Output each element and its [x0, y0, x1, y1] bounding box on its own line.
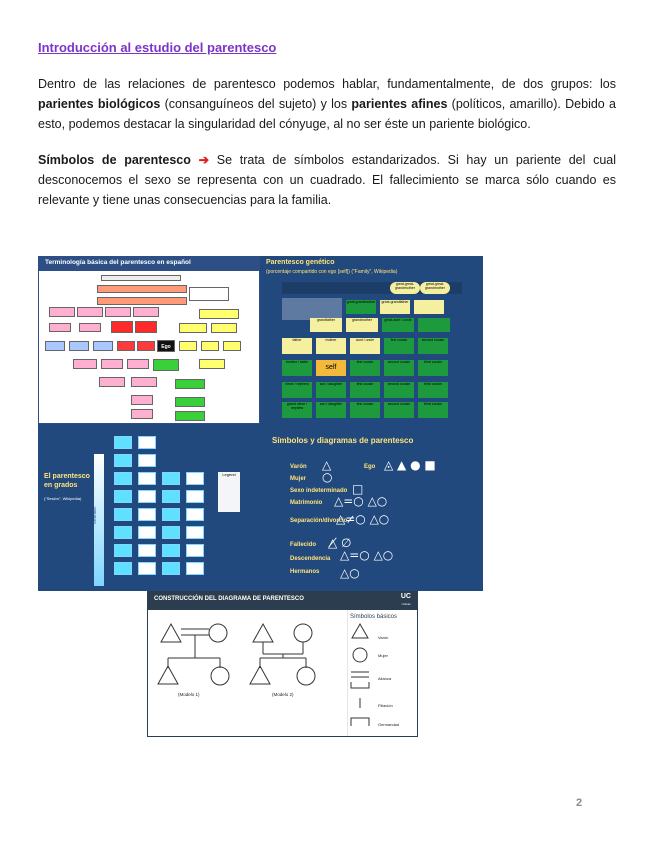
- legend-label: Alianza: [378, 676, 392, 681]
- degree-cell: [162, 472, 180, 485]
- chart-box: [127, 359, 149, 369]
- grid-cell: second cousin: [384, 382, 414, 398]
- female-icon: [211, 667, 229, 685]
- legend-box: [218, 472, 240, 512]
- legend-symbols: [348, 622, 378, 732]
- female-icon: [353, 648, 367, 662]
- degree-cell: [138, 508, 156, 521]
- panel-title: Símbolos y diagramas de parentesco: [272, 436, 414, 445]
- grid-cell: [418, 318, 450, 332]
- grid-cell: mother: [316, 338, 346, 354]
- paragraph-text: Se trata de símbolos estandarizados. Si hay un pariente del cual desconocemos el sexo se representa con un cuadrado. El fallecimiento se marca sólo cuando es relevante y tiene unas consecuencias para la familia.: [38, 153, 616, 207]
- chart-box: [99, 377, 125, 387]
- grid-cell: great grandmother: [346, 300, 376, 314]
- arrow-icon: ➔: [198, 153, 210, 167]
- male-icon: [158, 666, 178, 684]
- male-icon: [253, 624, 273, 642]
- symbol-label: Hermanos: [290, 569, 320, 575]
- degree-cell: [138, 490, 156, 503]
- paragraph-text: (consanguíneos del sujeto) y los: [160, 97, 352, 111]
- marriage-icon: △=○ △○: [334, 494, 388, 508]
- chart-box: [131, 409, 153, 419]
- legend-title: Legend: [222, 472, 236, 477]
- degree-cell: [138, 472, 156, 485]
- chart-box: [137, 341, 155, 351]
- panel-source: ("Sesión", Wikipedia): [44, 496, 82, 501]
- chart-box: [111, 321, 133, 333]
- ego-label: Ego: [364, 464, 376, 470]
- chart-box: [49, 323, 71, 332]
- term-affines: parientes afines: [351, 97, 448, 111]
- chart-box: [179, 341, 197, 351]
- grid-cell: great-great-grandmother: [390, 282, 420, 294]
- grid-cell: great-aunt / uncle: [382, 318, 414, 332]
- chart-box: [49, 307, 75, 317]
- chart-box: [77, 307, 103, 317]
- unknown-sex-icon: □: [352, 482, 364, 496]
- male-icon: [352, 624, 368, 638]
- chart-box: [133, 307, 159, 317]
- panel-header: [39, 257, 259, 271]
- degree-cell: [186, 490, 204, 503]
- grid-cell: third cousin: [418, 382, 448, 398]
- legend-label: Germandad: [378, 722, 400, 727]
- degree-cell: [138, 526, 156, 539]
- chart-box: [223, 341, 241, 351]
- male-icon: [161, 624, 181, 642]
- page-number: 2: [576, 797, 583, 809]
- grid-cell: son / daughter: [316, 402, 346, 418]
- chart-box: [105, 307, 131, 317]
- symbol-label: Fallecido: [290, 542, 317, 548]
- degree-cell: [162, 562, 180, 575]
- grid-cell: third cousin: [418, 402, 448, 418]
- degree-cell: [114, 472, 132, 485]
- legend-label: Varón: [378, 635, 389, 640]
- figure-diagram-construction: [147, 591, 418, 737]
- panel-title: Terminología básica del parentesco en español: [45, 259, 191, 266]
- alliance-icon: [351, 682, 369, 688]
- degree-cell: [114, 544, 132, 557]
- female-icon: [209, 624, 227, 642]
- deceased-icon: △̸ ∅: [328, 536, 352, 550]
- chart-box: [199, 309, 239, 319]
- chart-box: [135, 321, 157, 333]
- degree-cell: [138, 562, 156, 575]
- self-cell: self: [316, 360, 346, 376]
- symbol-label: Descendencia: [290, 556, 331, 562]
- degree-cell: [186, 526, 204, 539]
- grid-cell: great-great-grandmother: [420, 282, 450, 294]
- grid-cell: aunt / uncle: [350, 338, 380, 354]
- symbol-label: Separación/divorcio: [290, 518, 348, 524]
- siblinghood-icon: [351, 718, 369, 726]
- degree-cell: [114, 526, 132, 539]
- axis-label: Generation: [93, 506, 97, 524]
- grid-cell: great-grandfather: [380, 300, 410, 314]
- descent-icon: △=○ △○: [340, 548, 394, 562]
- grid-cell: niece / nephew: [282, 382, 312, 398]
- chart-box: [97, 285, 187, 293]
- model-1-label: (Modelo 1): [178, 692, 200, 697]
- chart-box: [175, 397, 205, 407]
- degree-cell: [114, 490, 132, 503]
- male-icon: [250, 666, 270, 684]
- grid-cell: first cousin: [384, 338, 414, 354]
- ego-symbols-icon: ◬ ▲ ● ■: [384, 458, 436, 472]
- chart-box: [199, 359, 225, 369]
- chart-box: [101, 359, 123, 369]
- chart-box: [73, 359, 97, 369]
- degree-cell: [186, 508, 204, 521]
- figure-symbols: [260, 424, 483, 591]
- chart-box: [93, 341, 113, 351]
- term-biological: parientes biológicos: [38, 97, 161, 111]
- chart-box: [45, 341, 65, 351]
- chart-box: [117, 341, 135, 351]
- degree-cell: [138, 454, 156, 467]
- symbol-label: Matrimonio: [290, 500, 323, 506]
- kinship-diagrams: [148, 610, 348, 736]
- panel-title: El parentesco en grados: [44, 473, 90, 489]
- chart-box: [79, 323, 101, 332]
- chart-box: [131, 395, 153, 405]
- uc-logo-sub: Unican: [401, 602, 411, 606]
- legend-label: Mujer: [378, 653, 389, 658]
- grid-cell: brother / sister: [282, 360, 312, 376]
- chart-box: [189, 287, 229, 301]
- degree-cell: [114, 508, 132, 521]
- female-icon: [297, 667, 315, 685]
- degree-cell: [138, 544, 156, 557]
- grid-cell: first cousin: [350, 360, 380, 376]
- figure-kinship-degrees: [38, 424, 260, 591]
- chart-box: [175, 379, 205, 389]
- uc-logo: UC: [400, 593, 411, 600]
- grid-cell: second cousin: [384, 402, 414, 418]
- divorce-icon: △≠○ △○: [336, 512, 390, 526]
- degree-cell: [162, 490, 180, 503]
- figure-genetic-kinship: [260, 256, 483, 424]
- female-icon: [294, 624, 312, 642]
- panel-title: CONSTRUCCIÓN DEL DIAGRAMA DE PARENTESCO: [154, 596, 304, 602]
- degree-cell: [138, 436, 156, 449]
- panel-subtitle: (porcentaje compartido con ego [self]) ("Family", Wikipedia): [266, 269, 398, 275]
- chart-box: [211, 323, 237, 333]
- section-title: Introducción al estudio del parentesco: [38, 40, 277, 55]
- symbols-label: Símbolos de parentesco: [38, 153, 191, 167]
- degree-cell: [186, 472, 204, 485]
- paragraph-symbols: [38, 150, 616, 210]
- chart-box: [131, 377, 157, 387]
- chart-box: [69, 341, 89, 351]
- female-icon: ○: [322, 470, 333, 484]
- paragraph-groups: [38, 74, 616, 134]
- male-icon: △: [322, 458, 332, 472]
- degree-cell: [114, 454, 132, 467]
- grid-cell: son / daughter: [316, 382, 346, 398]
- grid-cell: grandfather: [310, 318, 342, 332]
- grid-cell: third cousin: [418, 360, 448, 376]
- legend-title: Símbolos básicos: [350, 614, 398, 620]
- symbol-label: Mujer: [290, 476, 307, 482]
- legend-label: Filiación: [378, 703, 393, 708]
- grid-cell: [414, 300, 444, 314]
- chart-box: [153, 359, 179, 371]
- paragraph-text: Dentro de las relaciones de parentesco podemos hablar, fundamentalmente, de dos grupos: los: [38, 77, 616, 91]
- grid-cell: grandmother: [346, 318, 378, 332]
- model-2-label: (Modelo 2): [272, 692, 294, 697]
- chart-box: [175, 411, 205, 421]
- panel-title: Parentesco genético: [266, 259, 335, 266]
- degree-cell: [162, 508, 180, 521]
- chart-box: [101, 275, 181, 281]
- degree-cell: [162, 526, 180, 539]
- ego-box: Ego: [157, 340, 175, 352]
- grid-cell: second cousin: [384, 360, 414, 376]
- chart-box: [97, 297, 187, 305]
- grid-cell: first cousin: [350, 402, 380, 418]
- symbol-label: Sexo indeterminado: [290, 488, 348, 494]
- degree-cell: [162, 544, 180, 557]
- symbol-label: Varón: [290, 464, 307, 470]
- grid-cell: grand niece / nephew: [282, 402, 312, 418]
- grid-cell: father: [282, 338, 312, 354]
- paragraph-text: (políticos, amarillo). Debido a esto, podemos destacar la singularidad del cónyuge, al no ser éste un pariente biológico.: [38, 97, 616, 131]
- degree-cell: [114, 436, 132, 449]
- degree-cell: [186, 562, 204, 575]
- panel-header: [148, 592, 417, 610]
- chart-box: [201, 341, 219, 351]
- grid-band: [282, 298, 342, 320]
- grid-cell: first cousin: [350, 382, 380, 398]
- degree-cell: [186, 544, 204, 557]
- grid-cell: second cousin: [418, 338, 448, 354]
- chart-box: [179, 323, 207, 333]
- figure-terminology: [38, 256, 260, 424]
- degree-cell: [114, 562, 132, 575]
- siblings-icon: △○: [340, 566, 360, 580]
